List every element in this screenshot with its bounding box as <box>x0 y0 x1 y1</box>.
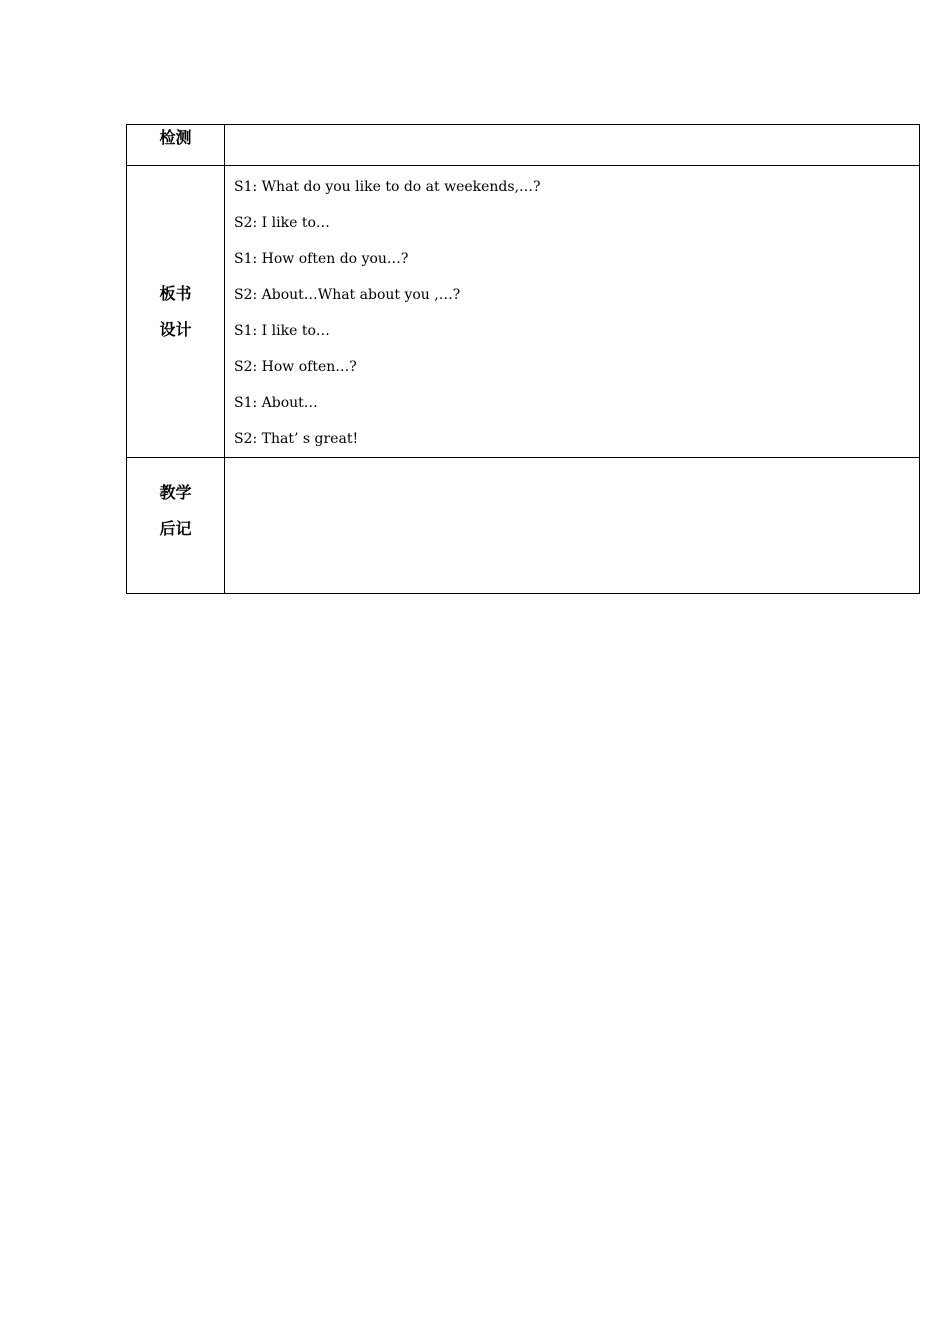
row-content-board-design <box>225 166 920 458</box>
lesson-plan-table <box>126 124 920 594</box>
dialog-line: S2: How often…? <box>234 359 357 375</box>
dialog-line: S2: I like to… <box>234 215 330 231</box>
row-label-text: 教学 <box>159 483 192 502</box>
dialog-line: S1: What do you like to do at weekends,…? <box>234 179 541 195</box>
dialog-line: S2: That’ s great! <box>234 431 359 447</box>
row-label-text: 板书 <box>159 283 192 303</box>
row-content-check <box>225 125 920 166</box>
row-label-teaching-notes <box>127 458 225 594</box>
row-label-check <box>127 125 225 166</box>
table-row-check <box>127 125 920 166</box>
row-label-text: 检测 <box>159 128 192 147</box>
row-content-teaching-notes <box>225 458 920 594</box>
dialog-line: S1: How often do you…? <box>234 251 409 267</box>
dialog-line: S1: I like to… <box>234 323 330 339</box>
row-label-board-design <box>127 166 225 458</box>
dialog-line: S2: About…What about you ,…? <box>234 287 461 303</box>
row-label-text: 设计 <box>159 319 192 339</box>
dialog-line: S1: About… <box>234 395 318 411</box>
row-label-text: 后记 <box>159 519 192 538</box>
table-row-board-design <box>127 166 920 458</box>
table-row-teaching-notes <box>127 458 920 594</box>
